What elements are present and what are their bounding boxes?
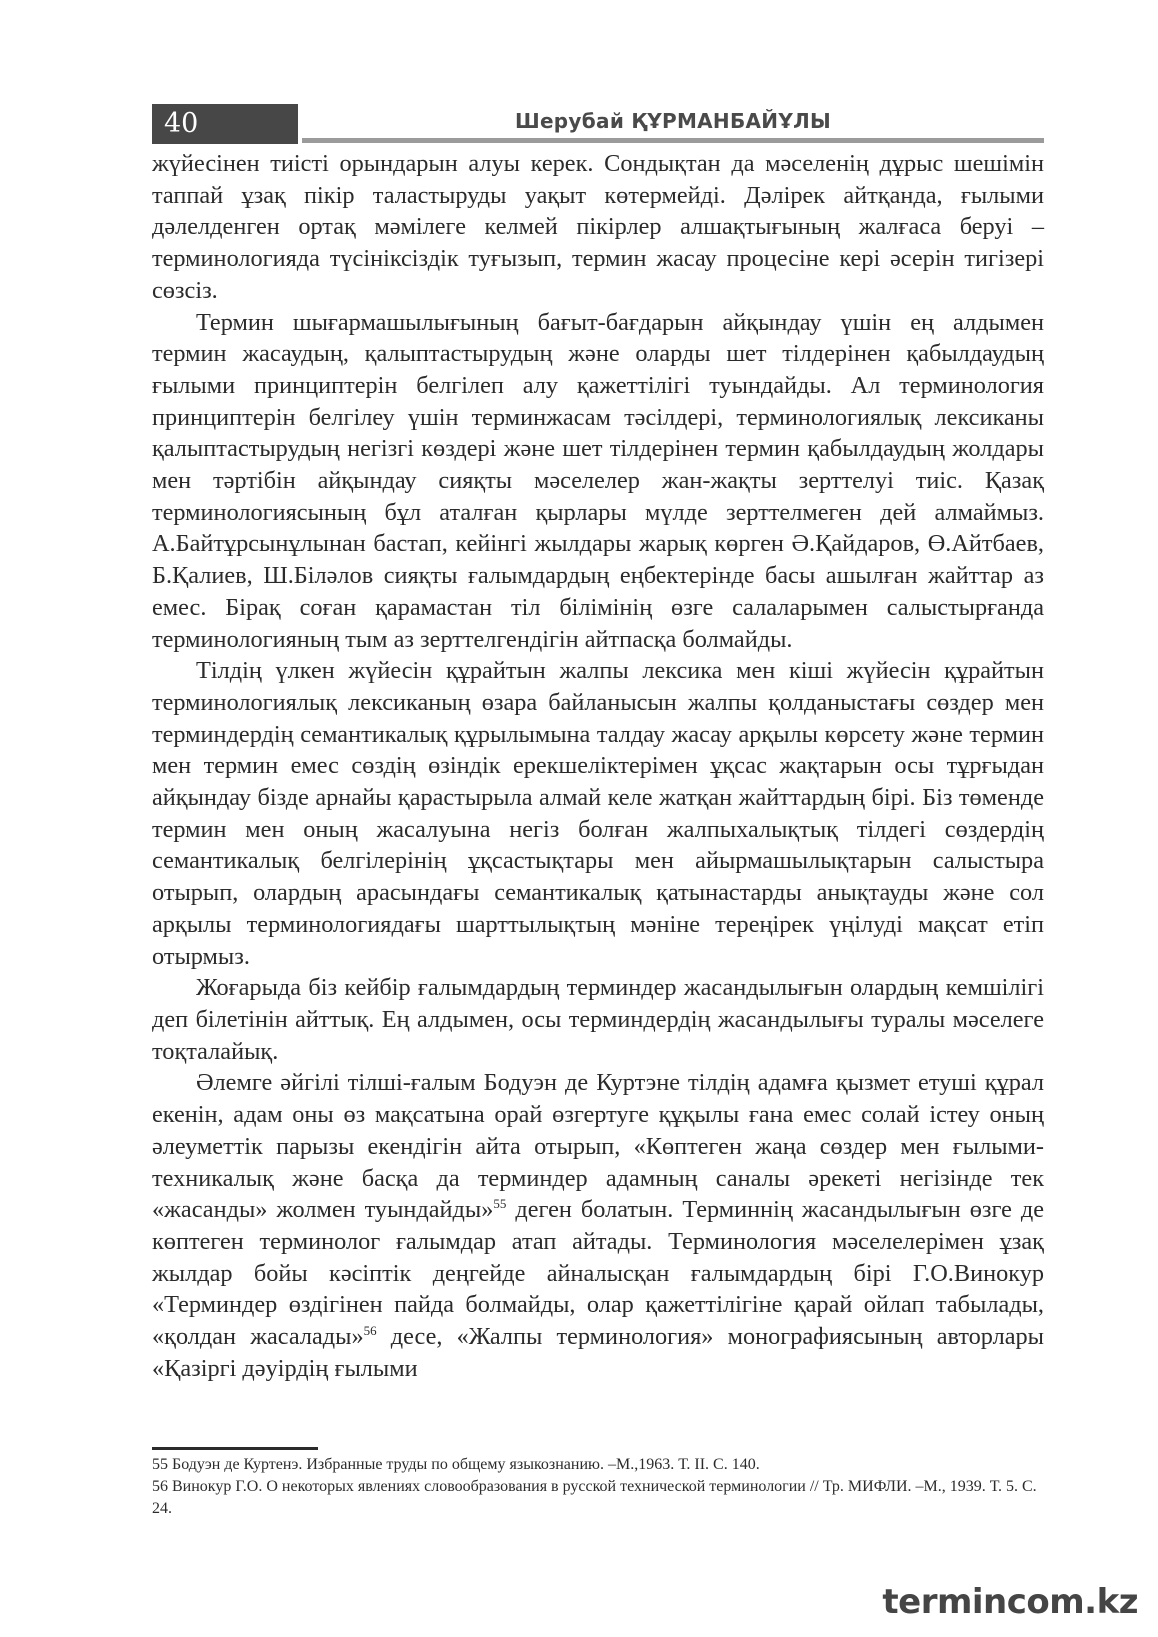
page-header [152, 104, 1044, 144]
paragraph-3 [152, 655, 1044, 972]
footnote-ref-55[interactable]: 55 [493, 1196, 507, 1212]
paragraph-text: Жоғарыда біз кейбір ғалымдардың терминдер жасандылығын олардың кемшілігі деп білетінін айттық. Ең алдымен, осы терминдердің жасандылығы туралы мәселеге тоқталайық. [152, 974, 1044, 1065]
footnote-56: 56 Винокур Г.О. О некоторых явлениях словообразования в русской технической терминологии // Тр. МИФЛИ. –М., 1939. Т. 5. С. 24. [152, 1478, 1037, 1517]
paragraph-text: Термин шығармашылығының бағыт-бағдарын айқындау үшін ең алдымен термин жасаудың, қалыптастырудың және оларды шет тілдерінен қабылдаудың ғылыми принциптерін белгілеп алу қажеттілігі туындайды. Ал терминология принциптерін белгілеу үшін терминжасам тәсілдері, терминологиялық лексиканы қалыптастырудың негізгі көздері және шет тілдерінен термин қабылдаудың жолдары мен тәртібін айқындау сияқты мәселелер жан-жақты зерттелуі тиіс. Қазақ терминологиясының бұл аталған қырлары мүлде зерттелмеген дей алмаймыз. А.Байтұрсынұлынан бастап, кейінгі жылдары жарық көрген Ә.Қайдаров, Ө.Айтбаев, Б.Қалиев, Ш.Біләлов сияқты ғалымдардың еңбектерінде басы ашылған жайттар аз емес. Бірақ соған қарамастан тіл білімінің өзге салаларымен салыстырғанда терминологияның тым аз зерттелгендігін айтпасқа болмайды. [152, 308, 1044, 653]
paragraph-5 [152, 1067, 1044, 1384]
footnote-55: 55 Бодуэн де Куртенэ. Избранные труды по общему языкознанию. –М.,1963. Т. II. С. 140. [152, 1456, 760, 1473]
page-number-box [152, 104, 298, 144]
paragraph-text: жүйесінен тиісті орындарын алуы керек. Сондықтан да мәселенің дұрыс шешімін таппай ұзақ пікір таластыруды уақыт көтермейді. Дәлірек айтқанда, ғылыми дәлелденген ортақ мәмілеге келмей пікірлер алшақтығының жалғаса беруі – терминологияда түсініксіздік туғызып, термин жасау процесіне кері әсерін тигізері сөзсіз. [152, 150, 1044, 304]
paragraph-text: десе, «Жалпы терминология» монографиясының авторлары «Қазіргі дәуірдің ғылыми [152, 1323, 1044, 1382]
footnote-rule [152, 1447, 318, 1450]
footnote-ref-56[interactable]: 56 [363, 1323, 377, 1339]
page-number: 40 [164, 108, 199, 139]
paragraph-4 [152, 972, 1044, 1067]
paragraph-text: Әлемге әйгілі тілші-ғалым Бодуэн де Куртэне тілдің адамға қызмет етуші құрал екенін, адам оны өз мақсатына орай өзгертуге құқылы ғана емес солай істеу оның әлеуметтік парызы екендігін айта отырып, «Көптеген жаңа сөздер мен ғылыми-техникалық және басқа да терминдер адамның саналы әрекеті негізінде тек «жасанды» жолмен туындайды» [152, 1069, 1044, 1224]
body-text [152, 148, 1044, 1384]
footnotes [152, 1454, 1044, 1520]
paragraph-1 [152, 148, 1044, 307]
paragraph-2 [152, 307, 1044, 656]
paragraph-text: Тілдің үлкен жүйесін құрайтын жалпы лексика мен кіші жүйесін құрайтын терминологиялық лексиканың өзара байланысын жалпы қолданыстағы сөздер мен терминдердің семантикалық құрылымына талдау жасау арқылы көрсету және термин мен термин емес сөздің өзіндік ерекшеліктерімен ұқсас жақтарын осы тұрғыдан айқындау бізде арнайы қарастырыла алмай келе жатқан жайттардың бірі. Біз төменде термин мен оның жасалуына негіз болған жалпыхалықтық тілдегі сөздердің семантикалық белгілерінің ұқсастықтары мен айырмашылықтарын салыстыра отырып, олардың арасындағы семантикалық қатынастарды анықтауды және сол арқылы терминологиядағы шарттылықтың мәніне тереңірек үңілуді мақсат етіп отырмыз. [152, 657, 1044, 970]
header-rule [302, 138, 1044, 143]
running-title: Шерубай ҚҰРМАНБАЙҰЛЫ [514, 109, 832, 133]
paragraph-text: деген болатын. Терминнің жасандылығын өзге де көптеген терминолог ғалымдар атап айтады. Терминология мәселелерімен ұзақ жылдар бойы кәсіптік деңгейде айналысқан ғалымдардың бірі Г.О.Винокур «Терминдер өздігінен пайда болмайды, олар қажеттілігіне қарай ойлап табылады, «қолдан жасалады» [152, 1196, 1044, 1351]
watermark-logo: termincom.kz [882, 1582, 1138, 1622]
